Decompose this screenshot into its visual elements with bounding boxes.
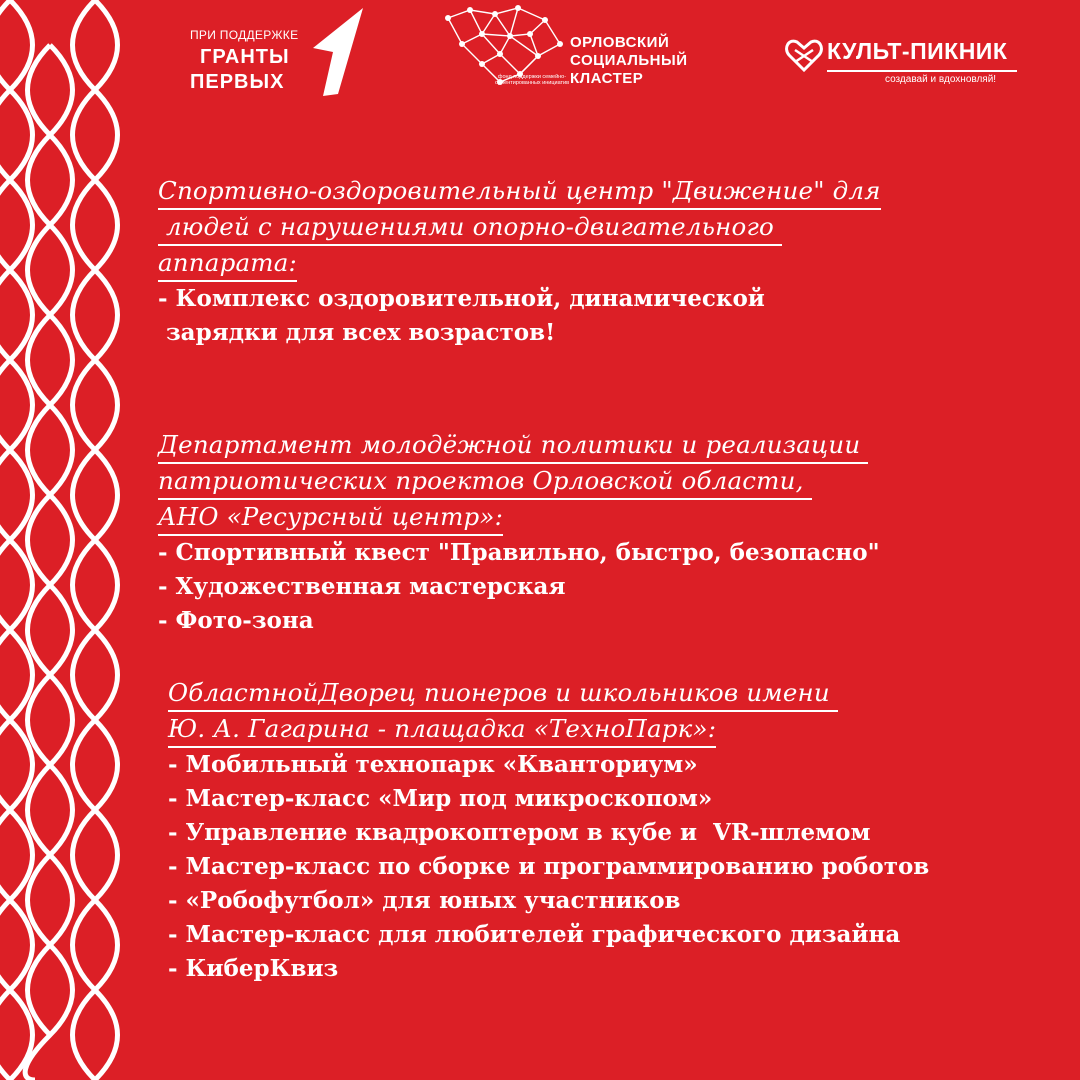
cluster-name — [570, 34, 688, 88]
list-item: - Фото-зона — [158, 607, 314, 634]
list-item: - Художественная мастерская — [158, 573, 566, 600]
section-dvizhenie — [158, 174, 1078, 350]
section-heading-line: патриотических проектов Орловской области, — [158, 464, 812, 500]
section-heading-line: Департамент молодёжной политики и реализации — [158, 428, 868, 464]
oryol-social-cluster-logo — [440, 4, 730, 104]
section-heading-line: АНО «Ресурсный центр»: — [158, 500, 503, 536]
list-item: - Мастер-класс «Мир под микроскопом» — [168, 785, 713, 812]
kult-tagline: создавай и вдохновляй! — [885, 74, 997, 85]
list-item: - Спортивный квест "Правильно, быстро, безопасно" — [158, 539, 880, 566]
cluster-line1: ОРЛОВСКИЙ — [570, 34, 670, 51]
arrow-up-icon — [308, 8, 368, 98]
kult-piknik-logo — [785, 30, 1035, 100]
section-heading-line: людей с нарушениями опорно-двигательного — [158, 210, 782, 246]
section-heading-line: Ю. А. Гагарина - плащадка «ТехноПарк»: — [168, 712, 716, 748]
kult-underline — [827, 70, 1017, 72]
heart-knot-icon — [785, 38, 823, 72]
section-youth-department — [158, 428, 1078, 638]
cluster-line2: СОЦИАЛЬНЫЙ — [570, 52, 688, 69]
list-item: - Управление квадрокоптером в кубе и VR-шлемом — [168, 819, 871, 846]
grants-line2: ПЕРВЫХ — [190, 71, 285, 93]
grants-small-text: ПРИ ПОДДЕРЖКЕ — [190, 28, 299, 42]
list-item: - Мастер-класс для любителей графического дизайна — [168, 921, 901, 948]
section-heading-line: аппарата: — [158, 246, 297, 282]
section-heading-line: ОбластнойДворец пионеров и школьников имени — [168, 676, 838, 712]
list-item: - Мастер-класс по сборке и программированию роботов — [168, 853, 930, 880]
grants-first-logo — [190, 8, 370, 100]
cluster-line3: КЛАСТЕР — [570, 70, 644, 87]
list-item: - Мобильный технопарк «Кванториум» — [168, 751, 698, 778]
kult-name: КУЛЬТ-ПИКНИК — [827, 38, 1008, 64]
list-item: - «Робофутбол» для юных участников — [168, 887, 681, 914]
list-item: - Комплекс оздоровительной, динамической — [158, 285, 765, 312]
program-content — [158, 174, 1078, 986]
list-item: зарядки для всех возрастов! — [158, 319, 556, 346]
section-palace-of-pioneers — [158, 676, 1078, 986]
grants-line1: ГРАНТЫ — [200, 46, 290, 68]
cluster-fine-print: фонд поддержки семейно-ориентированных инициатив — [494, 74, 570, 86]
section-heading-line: Спортивно-оздоровительный центр "Движение" для — [158, 174, 881, 210]
list-item: - КиберКвиз — [168, 955, 339, 982]
decorative-lattice-pattern — [0, 0, 140, 1080]
